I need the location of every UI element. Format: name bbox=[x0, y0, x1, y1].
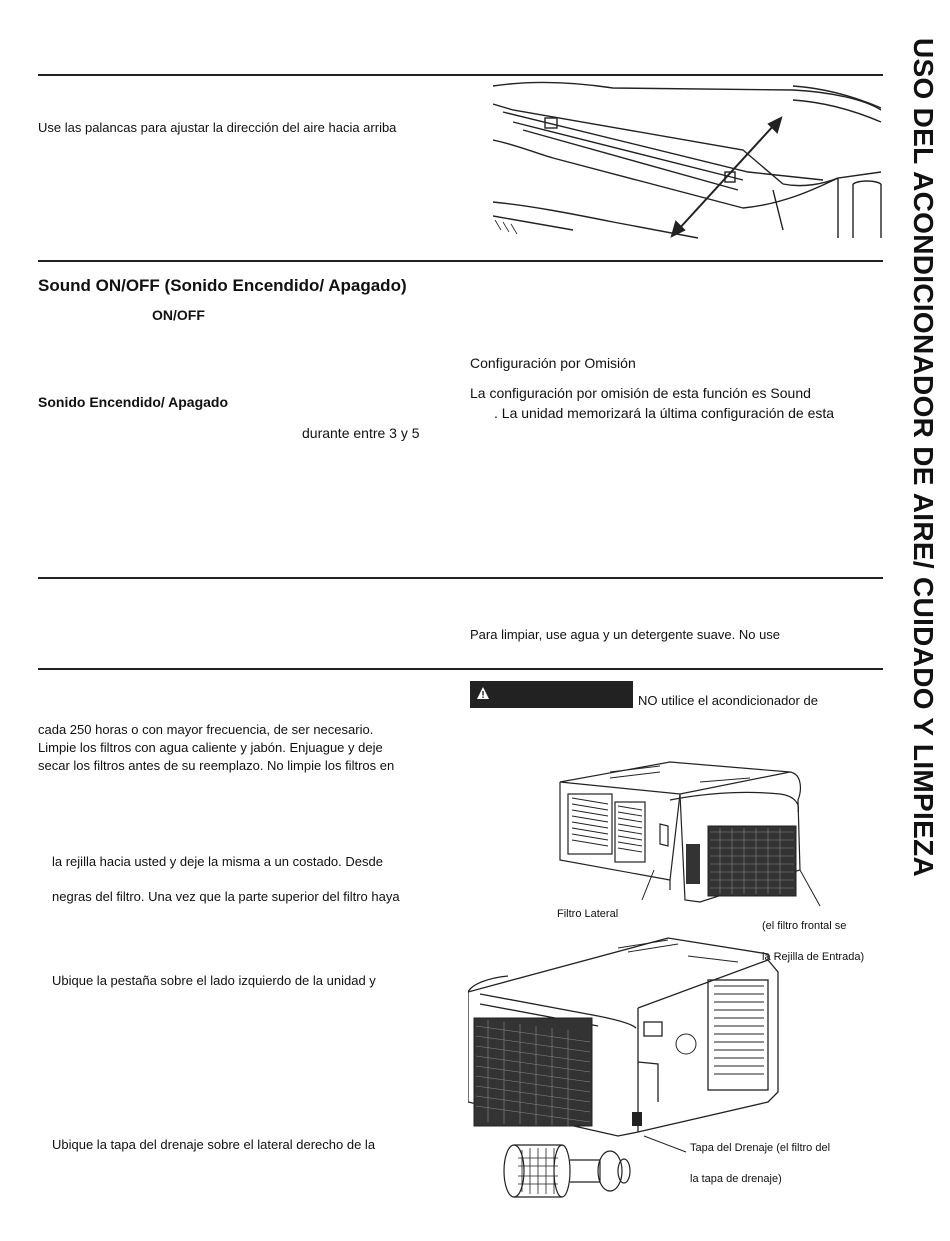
filter-step1-line1: la rejilla hacia usted y deje la misma a un costado. Desde bbox=[52, 854, 383, 869]
default-config-line1: La configuración por omisión de esta función es Sound bbox=[470, 385, 811, 401]
drain-callout-line bbox=[640, 1130, 690, 1160]
warning-text: NO utilice el acondicionador de bbox=[638, 693, 818, 708]
side-title-text: USO DEL ACONDICIONADOR DE AIRE/ CUIDADO Y LIMPIEZA bbox=[908, 38, 939, 877]
warning-triangle-icon bbox=[476, 686, 490, 700]
filter-step3: Ubique la tapa del drenaje sobre el lateral derecho de la bbox=[52, 1137, 376, 1152]
filter-para-line1: cada 250 horas o con mayor frecuencia, de ser necesario. bbox=[38, 722, 374, 737]
section-divider bbox=[38, 668, 883, 670]
side-title bbox=[905, 38, 941, 998]
drain-label-2: la tapa de drenaje) bbox=[690, 1173, 782, 1185]
drain-label-1: Tapa del Drenaje (el filtro del bbox=[690, 1142, 831, 1154]
filter-step1-line2: negras del filtro. Una vez que la parte superior del filtro haya bbox=[52, 889, 400, 904]
default-config-line2: . La unidad memorizará la última configuración de esta bbox=[494, 405, 835, 421]
drain-filter-illustration bbox=[500, 1140, 635, 1202]
filter-step2: Ubique la pestaña sobre el lado izquierdo de la unidad y bbox=[52, 973, 376, 988]
cleaning-text: Para limpiar, use agua y un detergente suave. No use bbox=[470, 627, 781, 642]
section-divider bbox=[38, 74, 883, 76]
sound-duration-text: durante entre 3 y 5 bbox=[302, 425, 420, 441]
front-filter-label-2: la Rejilla de Entrada) bbox=[762, 951, 865, 963]
section-divider bbox=[38, 260, 883, 262]
sound-heading: Sound ON/OFF (Sonido Encendido/ Apagado) bbox=[38, 276, 407, 295]
louver-illustration bbox=[493, 80, 883, 240]
ac-unit-front-illustration bbox=[468, 932, 798, 1142]
filter-para-line3: secar los filtros antes de su reemplazo. No limpie los filtros en bbox=[38, 758, 395, 773]
filter-para-line2: Limpie los filtros con agua caliente y jabón. Enjuague y deje bbox=[38, 740, 383, 755]
default-config-title: Configuración por Omisión bbox=[470, 355, 636, 371]
section-divider bbox=[38, 577, 883, 579]
air-direction-text: Use las palancas para ajustar la dirección del aire hacia arriba bbox=[38, 120, 397, 135]
onoff-label: ON/OFF bbox=[152, 307, 205, 323]
sound-subheading: Sonido Encendido/ Apagado bbox=[38, 394, 229, 410]
side-filter-label: Filtro Lateral bbox=[557, 908, 619, 920]
warning-box bbox=[470, 681, 633, 708]
ac-unit-rear-illustration bbox=[550, 760, 840, 910]
front-filter-label-1: (el filtro frontal se bbox=[762, 920, 847, 932]
